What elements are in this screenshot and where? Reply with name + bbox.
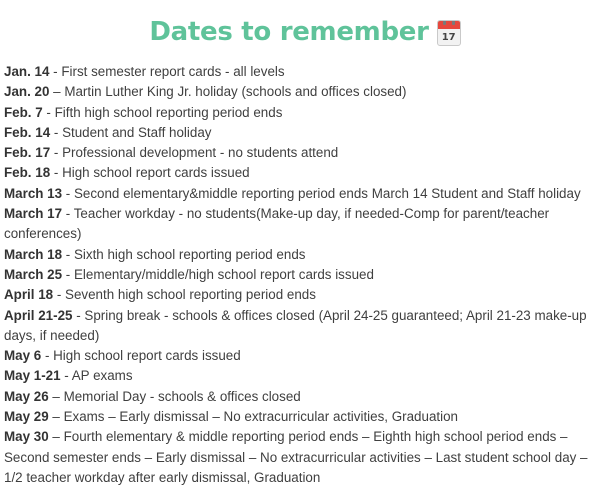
entry-separator: – bbox=[48, 409, 64, 425]
calendar-icon-day: 17 bbox=[441, 31, 456, 43]
entry-separator: - bbox=[62, 185, 74, 201]
date-entry bbox=[4, 407, 604, 427]
entry-separator: - bbox=[49, 64, 62, 79]
entry-date: May 29 bbox=[4, 409, 49, 425]
date-entry bbox=[4, 82, 604, 102]
entry-text: AP exams bbox=[71, 368, 133, 384]
entry-text: Spring break - schools & offices closed (April 24-25 guaranteed; April 21-23 make-up days, if needed) bbox=[4, 307, 587, 343]
entry-date: March 17 bbox=[4, 206, 63, 222]
date-entry bbox=[4, 265, 604, 285]
entry-separator: - bbox=[50, 165, 63, 181]
date-entry bbox=[4, 163, 604, 183]
date-entry bbox=[4, 427, 604, 488]
entry-separator: - bbox=[53, 287, 66, 303]
entry-date: March 13 bbox=[4, 185, 63, 201]
entry-date: April 21-25 bbox=[4, 307, 73, 323]
entry-text: Student and Staff holiday bbox=[62, 124, 212, 140]
date-entry bbox=[4, 123, 604, 143]
entry-separator: - bbox=[41, 348, 54, 364]
entry-text: Memorial Day - schools & offices closed bbox=[63, 388, 301, 404]
entry-text: Teacher workday - no students(Make-up day, if needed-Comp for parent/teacher conferences) bbox=[4, 206, 550, 242]
entry-text: Martin Luther King Jr. holiday (schools and offices closed) bbox=[64, 84, 407, 100]
entry-text: Professional development - no students attend bbox=[62, 145, 339, 161]
entry-separator: – bbox=[48, 388, 64, 404]
entry-date: March 25 bbox=[4, 266, 63, 282]
entry-date: Jan. 14 bbox=[4, 64, 50, 79]
entry-date: May 26 bbox=[4, 388, 49, 404]
entry-date: Feb. 14 bbox=[4, 124, 51, 140]
entry-date: May 6 bbox=[4, 348, 42, 364]
date-entry bbox=[4, 204, 604, 245]
entry-separator: - bbox=[50, 145, 63, 161]
entry-text: Second elementary&middle reporting period ends March 14 Student and Staff holiday bbox=[73, 185, 581, 201]
calendar-icon bbox=[437, 20, 461, 46]
date-entry bbox=[4, 245, 604, 265]
entry-date: Feb. 18 bbox=[4, 165, 51, 181]
entry-separator: – bbox=[49, 84, 65, 100]
date-entry bbox=[4, 143, 604, 163]
entry-separator: - bbox=[50, 124, 63, 140]
entry-separator: – bbox=[48, 429, 64, 445]
entry-separator: - bbox=[62, 246, 74, 262]
date-entry bbox=[4, 346, 604, 366]
date-entry bbox=[4, 184, 604, 204]
entry-text: Seventh high school reporting period ends bbox=[65, 287, 316, 303]
date-entry bbox=[4, 103, 604, 123]
entry-date: Feb. 17 bbox=[4, 145, 51, 161]
entry-text: Sixth high school reporting period ends bbox=[73, 246, 306, 262]
entry-date: Feb. 7 bbox=[4, 104, 43, 120]
entry-text: High school report cards issued bbox=[53, 348, 241, 364]
date-entry bbox=[4, 285, 604, 305]
dates-list bbox=[0, 62, 610, 488]
entry-text: First semester report cards - all levels bbox=[61, 64, 285, 79]
entry-text: Fifth high school reporting period ends bbox=[54, 104, 283, 120]
entry-separator: - bbox=[60, 368, 72, 384]
entry-date: March 18 bbox=[4, 246, 63, 262]
entry-date: Jan. 20 bbox=[4, 84, 50, 100]
entry-separator: - bbox=[72, 307, 85, 323]
date-entry bbox=[4, 387, 604, 407]
date-entry bbox=[4, 62, 604, 82]
entry-text: Fourth elementary & middle reporting period ends – Eighth high school period ends – Second semester ends – Early dismissal – No extracurricular activities – Last student school day – 1/2 teacher workday after early dismissal, Graduation bbox=[4, 429, 588, 485]
entry-text: Elementary/middle/high school report cards issued bbox=[73, 266, 374, 282]
entry-date: May 30 bbox=[4, 429, 49, 445]
entry-text: High school report cards issued bbox=[62, 165, 250, 181]
entry-text: Exams – Early dismissal – No extracurricular activities, Graduation bbox=[63, 409, 458, 425]
header bbox=[0, 0, 610, 62]
entry-separator: - bbox=[42, 104, 55, 120]
entry-date: April 18 bbox=[4, 287, 54, 303]
entry-separator: - bbox=[62, 266, 74, 282]
entry-date: May 1-21 bbox=[4, 368, 61, 384]
entry-separator: - bbox=[62, 206, 74, 222]
date-entry bbox=[4, 306, 604, 347]
date-entry bbox=[4, 366, 604, 386]
page-title: Dates to remember bbox=[149, 17, 429, 47]
